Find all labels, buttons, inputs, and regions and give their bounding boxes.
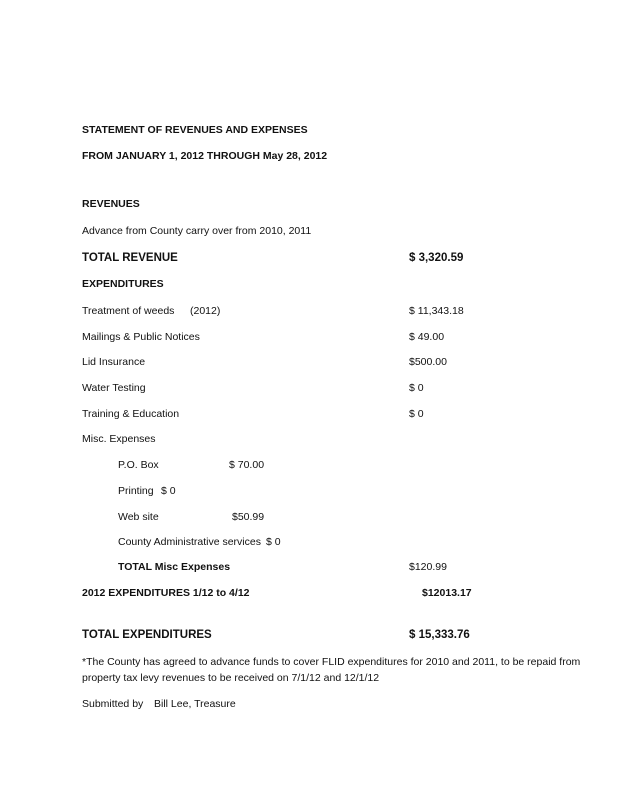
expenditures-heading: EXPENDITURES (82, 278, 164, 290)
expense-item-label: Treatment of weeds (82, 305, 175, 317)
misc-item-amount: $ 0 (161, 485, 176, 497)
expense-item-amount: $ 11,343.18 (409, 305, 464, 317)
total-revenue-amount: $ 3,320.59 (409, 252, 464, 264)
misc-total-amount: $120.99 (409, 561, 447, 573)
expense-item-label: Mailings & Public Notices (82, 331, 200, 343)
total-expenditures-amount: $ 15,333.76 (409, 629, 470, 641)
misc-item-amount: $ 0 (266, 536, 281, 548)
expense-item-amount: $ 49.00 (409, 331, 445, 343)
revenues-heading: REVENUES (82, 198, 140, 210)
misc-item-label: County Administrative services (118, 536, 261, 548)
expense-item-label: Training & Education (82, 408, 180, 420)
statement-period: FROM JANUARY 1, 2012 THROUGH May 28, 2012 (82, 150, 328, 162)
submitted-label: Submitted by (82, 698, 144, 710)
footnote: *The County has agreed to advance funds to cover FLID expenditures for 2010 and 2011, to be repaid from property tax levy revenues to be received on 7/1/12 and 12/1/12 (82, 656, 581, 684)
misc-item-label: Web site (118, 511, 159, 523)
expense-item-amount: $ 0 (409, 408, 424, 420)
expense-item-label: Water Testing (82, 382, 146, 394)
expense-item-amount: $ 0 (409, 382, 424, 394)
expenditures-2012-label: 2012 EXPENDITURES 1/12 to 4/12 (82, 587, 250, 599)
expense-item-note: (2012) (190, 305, 221, 317)
misc-item-label: P.O. Box (118, 459, 159, 471)
expense-item-label: Lid Insurance (82, 356, 146, 368)
misc-expenses-label: Misc. Expenses (82, 433, 156, 445)
misc-item-amount: $50.99 (232, 511, 265, 523)
expense-item-amount: $500.00 (409, 356, 447, 368)
total-revenue-label: TOTAL REVENUE (82, 252, 178, 264)
revenue-line: Advance from County carry over from 2010, 2011 (82, 225, 312, 237)
expenditures-2012-amount: $12013.17 (422, 587, 472, 599)
misc-total-label: TOTAL Misc Expenses (118, 561, 231, 573)
submitted-by: Bill Lee, Treasure (154, 698, 236, 710)
total-expenditures-label: TOTAL EXPENDITURES (82, 629, 212, 641)
misc-item-label: Printing (118, 485, 154, 497)
statement-title: STATEMENT OF REVENUES AND EXPENSES (82, 124, 308, 136)
misc-item-amount: $ 70.00 (229, 459, 265, 471)
